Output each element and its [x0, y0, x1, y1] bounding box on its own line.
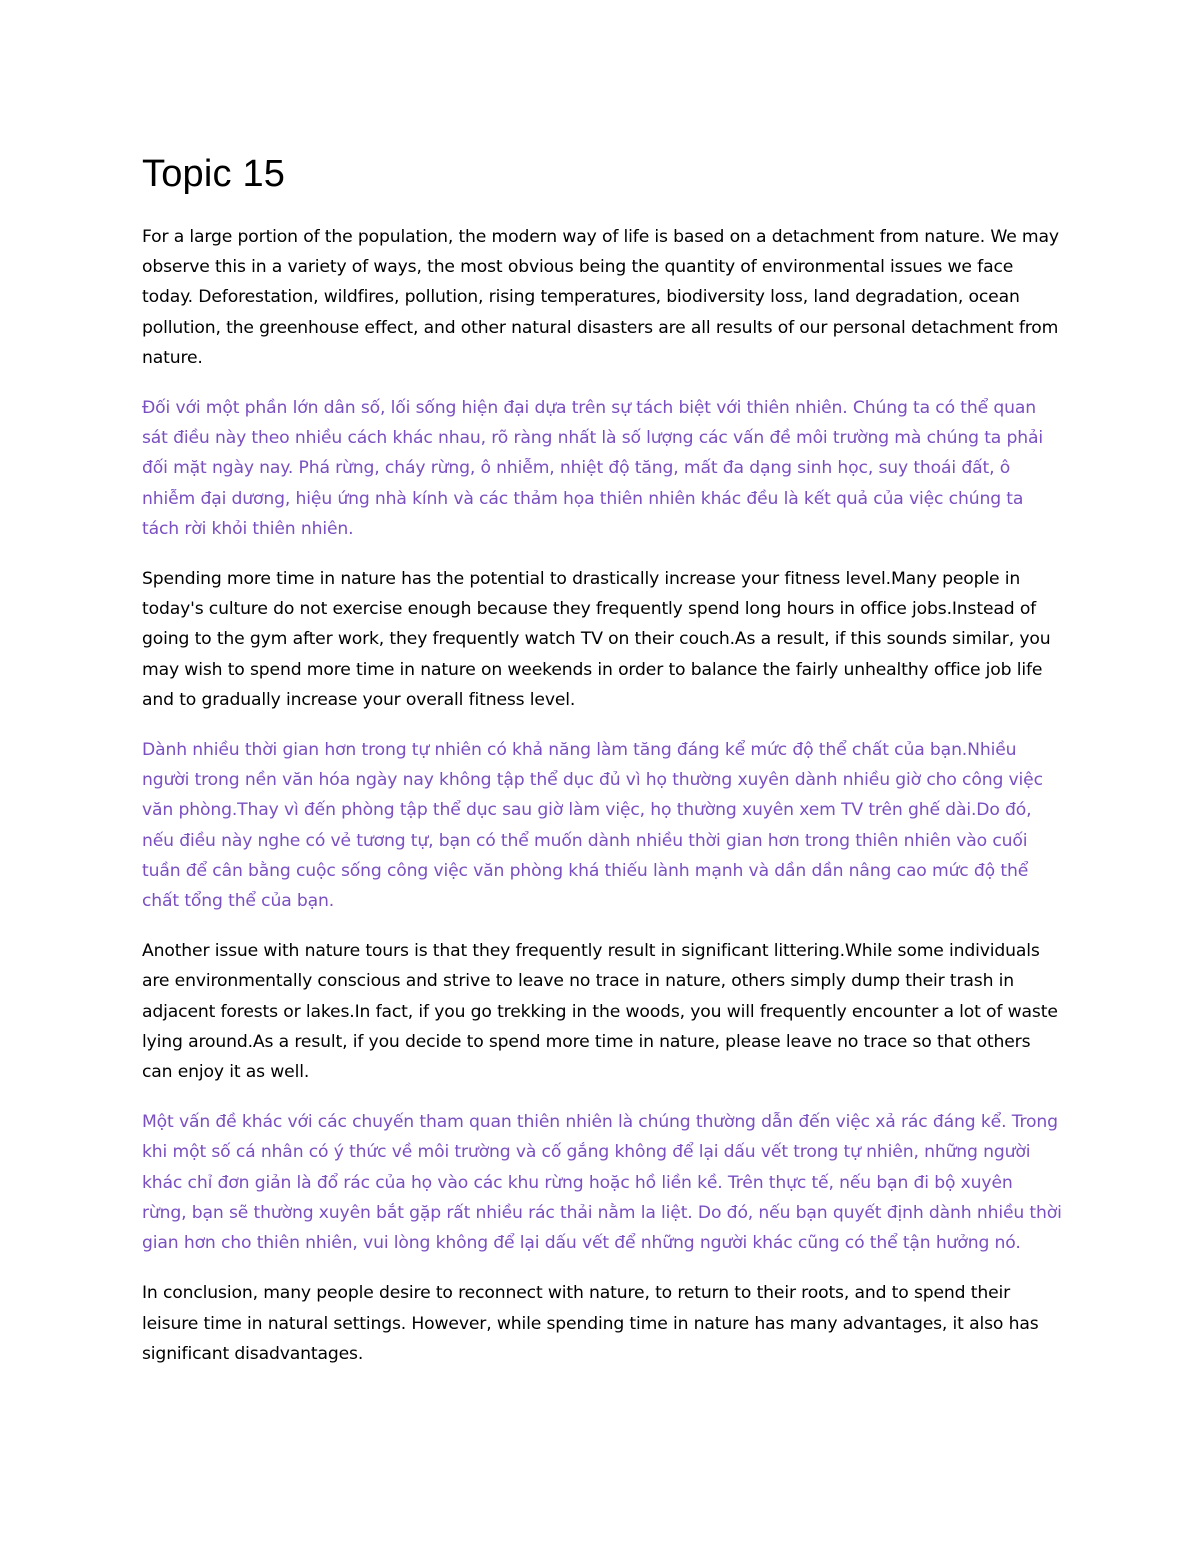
paragraph-english-intro: For a large portion of the population, the modern way of life is based on a detachment from nature. We may observe this in a variety of ways, the most obvious being the quantity of environmental issues we face today. Deforestation, wildfires, pollution, rising temperatures, biodiversity loss, land degradation, ocean pollution, the greenhouse effect, and other natural disasters are all results of our personal detachment from nature. — [142, 227, 1059, 368]
paragraph-vietnamese-littering: Một vấn đề khác với các chuyến tham quan thiên nhiên là chúng thường dẫn đến việc xả rác đáng kể. Trong khi một số cá nhân có ý thức về môi trường và cố gắng không để lại dấu vết trong tự nhiên, những người khác chỉ đơn giản là đổ rác của họ vào các khu rừng hoặc hồ liền kề. Trên thực tế, nếu bạn đi bộ xuyên rừng, bạn sẽ thường xuyên bắt gặp rất nhiều rác thải nằm la liệt. Do đó, nếu bạn quyết định dành nhiều thời gian hơn cho thiên nhiên, vui lòng không để lại dấu vết để những người khác cũng có thể tận hưởng nó. — [142, 1112, 1062, 1254]
paragraph-english-fitness: Spending more time in nature has the potential to drastically increase your fitness level.Many people in today's culture do not exercise enough because they frequently spend long hours in office jobs.Instead of going to the gym after work, they frequently watch TV on their couch.As a result, if this sounds similar, you may wish to spend more time in nature on weekends in order to balance the fairly unhealthy office job life and to gradually increase your overall fitness level. — [142, 569, 1051, 710]
paragraph-vietnamese-intro: Đối với một phần lớn dân số, lối sống hiện đại dựa trên sự tách biệt với thiên nhiên. Chúng ta có thể quan sát điều này theo nhiều cách khác nhau, rõ ràng nhất là số lượng các vấn đề môi trường mà chúng ta phải đối mặt ngày nay. Phá rừng, cháy rừng, ô nhiễm, nhiệt độ tăng, mất đa dạng sinh học, suy thoái đất, ô nhiễm đại dương, hiệu ứng nhà kính và các thảm họa thiên nhiên khác đều là kết quả của việc chúng ta tách rời khỏi thiên nhiên. — [142, 398, 1043, 539]
document-body — [142, 148, 1062, 1389]
paragraph-vietnamese-fitness: Dành nhiều thời gian hơn trong tự nhiên có khả năng làm tăng đáng kể mức độ thể chất của bạn.Nhiều người trong nền văn hóa ngày nay không tập thể dục đủ vì họ thường xuyên dành nhiều giờ cho công việc văn phòng.Thay vì đến phòng tập thể dục sau giờ làm việc, họ thường xuyên xem TV trên ghế dài.Do đó, nếu điều này nghe có vẻ tương tự, bạn có thể muốn dành nhiều thời gian hơn trong thiên nhiên vào cuối tuần để cân bằng cuộc sống công việc văn phòng khá thiếu lành mạnh và dần dần nâng cao mức độ thể chất tổng thể của bạn. — [142, 740, 1043, 912]
document-title: Topic 15 — [142, 153, 286, 195]
paragraph-english-conclusion: In conclusion, many people desire to reconnect with nature, to return to their roots, and to spend their leisure time in natural settings. However, while spending time in nature has many advantages, it also has significant disadvantages. — [142, 1283, 1039, 1364]
paragraph-english-littering: Another issue with nature tours is that they frequently result in significant littering.While some individuals are environmentally conscious and strive to leave no trace in nature, others simply dump their trash in adjacent forests or lakes.In fact, if you go trekking in the woods, you will frequently encounter a lot of waste lying around.As a result, if you decide to spend more time in nature, please leave no trace so that others can enjoy it as well. — [142, 941, 1058, 1083]
